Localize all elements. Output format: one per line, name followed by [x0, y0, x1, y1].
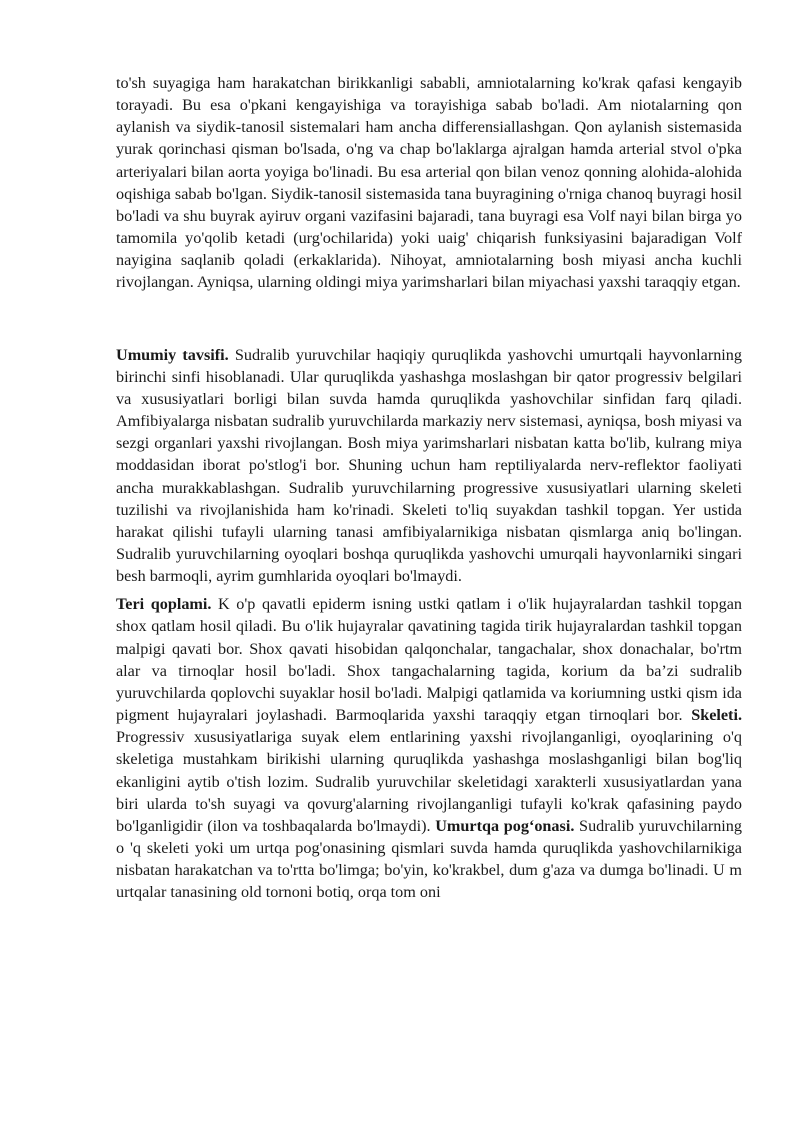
spine-text: Sudralib yuruvchilarning o 'q skeleti yoki um urtqa pog'onasining qismlari suvda hamda quruqlikda yashovchilarnikiga nisbatan harakatchan va to'rtta bo'limga; bo'yin, ko'krakbel, dum g'aza va dumga bo'linadi. U m urtqalar tanasining old tornoni botiq, orqa tom oni [116, 816, 742, 902]
skeleton-text: Progressiv xususiyatlariga suyak elem entlarining yaxshi rivojlanganligi, oyoqlarining o'q skeletiga mustahkam birikishi ularning quruqlikda yashashga moslashganligi bilan bog'liq ekanligini aytib o'tish lozim. Sudralib yuruvchilar skeletidagi xarakterli xususiyatlardan yana biri ularda to'sh suyagi va qovurg'alarning rivojlanganligi tufayli ko'krak qafasining paydo bo'lganligidir (ilon va toshbaqalarda bo'lmaydi). [116, 728, 742, 835]
paragraph-spacer [116, 294, 742, 344]
general-description-text: Sudralib yuruvchilar haqiqiy quruqlikda yashovchi umurtqali hayvonlarning birinchi sinfi hisoblanadi. Ular quruqlikda yashashga moslashgan bir qator progressiv belgilari va xususiyatlari borligi bilan suvda hamda quruqlikda yashovchilar sinfidan farq qiladi. Amfibiyalarga nisbatan sudralib yuruvchilarda markaziy nerv sistemasi, ayniqsa, bosh miyasi va sezgi organlari yaxshi rivojlangan. Bosh miya yarimsharlari nisbatan katta bo'lib, kulrang miya moddasidan iborat po'stlog'i bor. Shuning uchun ham reptiliyalarda nerv-reflektor faoliyati ancha murakkablashgan. Sudralib yuruvchilarning progressive xususiyatlari ularning skeleti tuzilishi va rivojlanishida ham ko'rinadi. Skeleti to'liq suyakdan tashkil topgan. Yer ustida harakat qilishi tufayli ularning tanasi amfibiyalarnikiga nisbatan qismlarga aniq bo'lingan. Sudralib yuruvchilarning oyoqlari boshqa quruqlikda yashovchi umurqali hayvonlarniki singari besh barmoqli, ayrim gumhlarida oyoqlari bo'lmaydi. [116, 345, 742, 586]
paragraph-general-description [116, 344, 742, 588]
paragraph-skin-skeleton [116, 593, 742, 903]
section-heading-spine: Umurtqa pog‘onasi. [435, 816, 575, 835]
paragraph-amniota-systems: to'sh suyagiga ham harakatchan birikkanligi sababli, amniotalarning ko'krak qafasi kengayib torayadi. Bu esa o'pkani kengayishiga va torayishiga sabab bo'ladi. Am niotalarning qon aylanish va siydik-tanosil sistemalari ham ancha differensiallashgan. Qon aylanish sistemasida yurak qorinchasi qisman bo'lsada, o'ng va chap bo'laklarga ajralgan hamda arterial stvol o'pka arteriyalari bilan aorta yoyiga bo'linadi. Bu esa arterial qon bilan venoz qonning alohida-alohida oqishiga sabab bo'lgan. Siydik-tanosil sistemasida tana buyragining o'rniga chanoq buyragi hosil bo'ladi va shu buyrak ayiruv organi vazifasini bajaradi, tana buyragi esa Volf nayi bilan birga yo tamomila yo'qolib ketadi (urg'ochilarida) yoki uaig' chiqarish funksiyasini bajaradigan Volf nayigina saqlanib qoladi (erkaklarida). Nihoyat, amniotalarning bosh miyasi ancha kuchli rivojlangan. Ayniqsa, ularning oldingi miya yarimsharlari bilan miyachasi yaxshi taraqqiy etgan. [116, 74, 742, 292]
section-heading-skin: Teri qoplami. [116, 595, 212, 614]
section-heading-skeleton: Skeleti. [691, 706, 742, 725]
section-heading-general: Umumiy tavsifi. [116, 345, 229, 364]
skin-text: K o'p qavatli epiderm isning ustki qatlam i o'lik hujayralardan tashkil topgan shox qatlam hosil qiladi. Bu o'lik hujayralar qavatining tagida tirik hujayralardan tashkil topgan malpigi qavati bor. Shox qavati hisobidan qalqonchalar, tangachalar, shox donachalar, bo'rtm alar va tirnoqlar hosil bo'ladi. Shox tangachalarning tagida, korium da ba’zi sudralib yuruvchilarda qoplovchi suyaklar hosil bo'ladi. Malpigi qatlamida va koriumning ustki qism ida pigment hujayralari joylashadi. Barmoqlarida yaxshi taraqqiy etgan tirnoqlari bor. [116, 595, 742, 725]
document-page [116, 72, 742, 903]
